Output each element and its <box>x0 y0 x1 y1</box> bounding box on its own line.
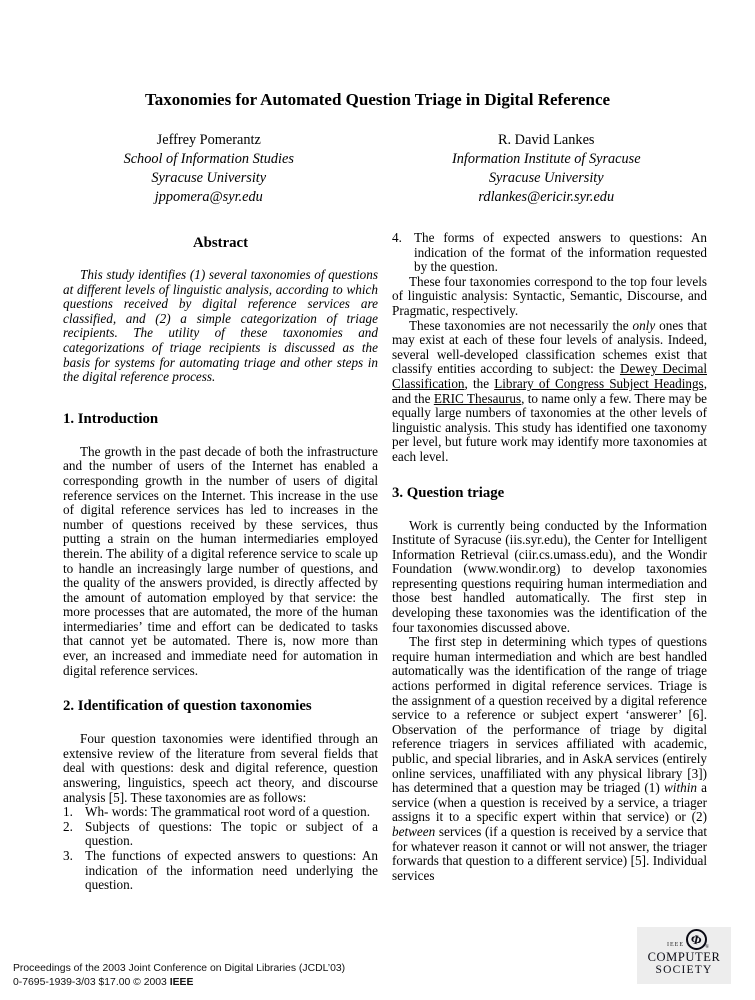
linguistic-levels-paragraph: These four taxonomies correspond to the top four levels of linguistic analysis: Syntactic, Semantic, Discourse, and Pragmatic, respectively. <box>392 273 707 318</box>
link-eric-thesaurus[interactable]: ERIC Thesaurus <box>433 390 522 406</box>
text-run: , the <box>464 375 495 391</box>
list-item-text: Subjects of questions: The topic or subject of a question. <box>85 818 378 849</box>
author-affiliation: Information Institute of Syracuse <box>451 151 641 167</box>
classification-schemes-paragraph <box>392 319 707 465</box>
text-run: a service (when a question is received by a service, a triager assigns it to a specific expert within that service) or (2) <box>392 780 708 825</box>
text-run: , and the <box>392 375 707 406</box>
list-item-text: Wh- words: The grammatical root word of a question. <box>85 804 371 820</box>
author-block-right <box>378 131 716 207</box>
abstract-paragraph: This study identifies (1) several taxonomies of questions at different levels of linguistic analysis, according to which questions received by digital reference services are classified, and (2) a simple categorization of triage recipients. The utility of these taxonomies and categorizations of triage recipients is discussed as the basis for systems for automating triage and other steps in the digital reference process. <box>63 267 378 385</box>
ieee-computer-society-logo <box>637 927 731 984</box>
footer-line-proceedings: Proceedings of the 2003 Joint Conference on Digital Libraries (JCDL’03) <box>13 963 346 974</box>
section-heading-question-triage: 3. Question triage <box>392 484 505 501</box>
author-block-left <box>40 131 378 207</box>
phi-emblem-icon <box>686 929 707 950</box>
list-item <box>392 231 707 275</box>
ieee-text: IEEE <box>169 977 194 988</box>
author-name: Jeffrey Pomerantz <box>156 132 261 148</box>
introduction-paragraph: The growth in the past decade of both the infrastructure and the number of users of the Internet has enabled a corresponding growth in the number of users of digital reference services on the Internet. This increase in the use of digital reference services has led to increases in the number of questions received by these services, thus putting a strain on the human intermediaries employed therein. The ability of a digital reference service to scale up to handle an increasingly large number of questions, and the quality of the answers provided, is directly affected by the amount of automation employed by that service: the more processes that are automated, the more of the human intermediaries’ time and effort can be dedicated to tasks that cannot yet be automated. There is, now more than ever, an increased and immediate need for automation in digital reference services. <box>63 443 378 678</box>
right-column <box>392 231 707 893</box>
triage-determination-paragraph <box>392 635 707 883</box>
section-heading-taxonomies: 2. Identification of question taxonomies <box>63 698 312 715</box>
list-item-number: 4. <box>392 230 402 245</box>
taxonomy-list <box>63 805 378 893</box>
proceedings-footer <box>13 962 345 990</box>
list-item <box>63 820 378 849</box>
link-library-of-congress-subject-headings[interactable]: Library of Congress Subject Headings <box>494 375 704 391</box>
copyright-text: 0-7695-1939-3/03 $17.00 © 2003 <box>13 977 170 988</box>
page-title: Taxonomies for Automated Question Triage in Digital Reference <box>144 90 611 109</box>
author-university: Syracuse University <box>488 170 604 186</box>
text-run: ones that may exist at each of these four levels of analysis. Indeed, several well-developed classification schemes exist that classify entities according to subject: the <box>392 317 707 377</box>
registered-mark: ® <box>705 945 709 950</box>
text-run: , to name only a few. There may be equally large numbers of taxonomies at the other levels of linguistic analysis. This study has identified one taxonomy per level, but future work may identify more taxonomies at each level. <box>392 390 708 464</box>
abstract-heading: Abstract <box>192 235 249 251</box>
logo-society-text: SOCIETY <box>655 964 713 976</box>
two-column-body <box>63 231 707 893</box>
text-run: services (if a question is received by a service that for whatever reason it cannot or will not answer, the triager forwards that question to a different service) [5]. Individual services <box>392 823 707 883</box>
phi-glyph: Φ <box>689 931 704 948</box>
list-item-number: 2. <box>63 818 73 834</box>
current-work-paragraph: Work is currently being conducted by the Information Institute of Syracuse (iis.syr.edu), the Center for Intelligent Information Retrieval (ciir.cs.umass.edu), and the Wondir Foundation (www.wondir.org) to develop taxonomies representing questions requiring human intermediation and those best handled automatically. The first step in developing these taxonomies was the identification of the four taxonomies discussed above. <box>392 517 707 635</box>
italic-between: between <box>392 823 436 839</box>
taxonomies-paragraph: Four question taxonomies were identified through an extensive review of the literature from several fields that deal with questions: desk and digital reference, question answering, linguistics, speech act theory, and discourse analysis [5]. These taxonomies are as follows: <box>63 731 378 805</box>
logo-emblem-row <box>667 929 707 950</box>
author-affiliation: School of Information Studies <box>123 151 294 167</box>
footer-line-copyright <box>13 976 345 990</box>
author-name: R. David Lankes <box>498 132 595 148</box>
author-university: Syracuse University <box>151 170 267 186</box>
section-heading-introduction: 1. Introduction <box>63 410 159 427</box>
italic-only: only <box>632 317 656 333</box>
left-column <box>63 231 378 893</box>
text-run: The first step in determining which types of questions require human intermediation and which are best handled automatically was the identification of the range of triage actions performed in digital reference services. Triage is the assignment of a question received by a digital reference service to a reference or subject expert ‘answerer’ [6]. Observation of the performance of triage by digital reference triagers in services affiliated with academic, public, and special libraries, and in AskA services (entirely online services, unaffiliated with any physical library [3]) has determined that a question may be triaged (1) <box>392 634 707 796</box>
ieee-label: IEEE <box>667 942 684 948</box>
link-dewey-decimal-classification[interactable]: Dewey Decimal Classification <box>392 361 707 391</box>
list-item-text: The functions of expected answers to questions: An indication of the information need underlying the question. <box>85 848 378 893</box>
logo-computer-text: COMPUTER <box>647 950 721 964</box>
list-item <box>63 805 378 820</box>
author-email: jppomera@syr.edu <box>154 189 263 205</box>
author-section <box>40 131 715 207</box>
text-run: These taxonomies are not necessarily the <box>409 317 633 333</box>
list-item-number: 3. <box>63 848 73 863</box>
italic-within: within <box>663 780 697 796</box>
list-item-number: 1. <box>63 804 73 820</box>
author-email: rdlankes@ericir.syr.edu <box>478 189 615 205</box>
list-item-text: The forms of expected answers to questions: An indication of the format of the information requested by the question. <box>414 230 707 275</box>
list-item <box>63 849 378 893</box>
